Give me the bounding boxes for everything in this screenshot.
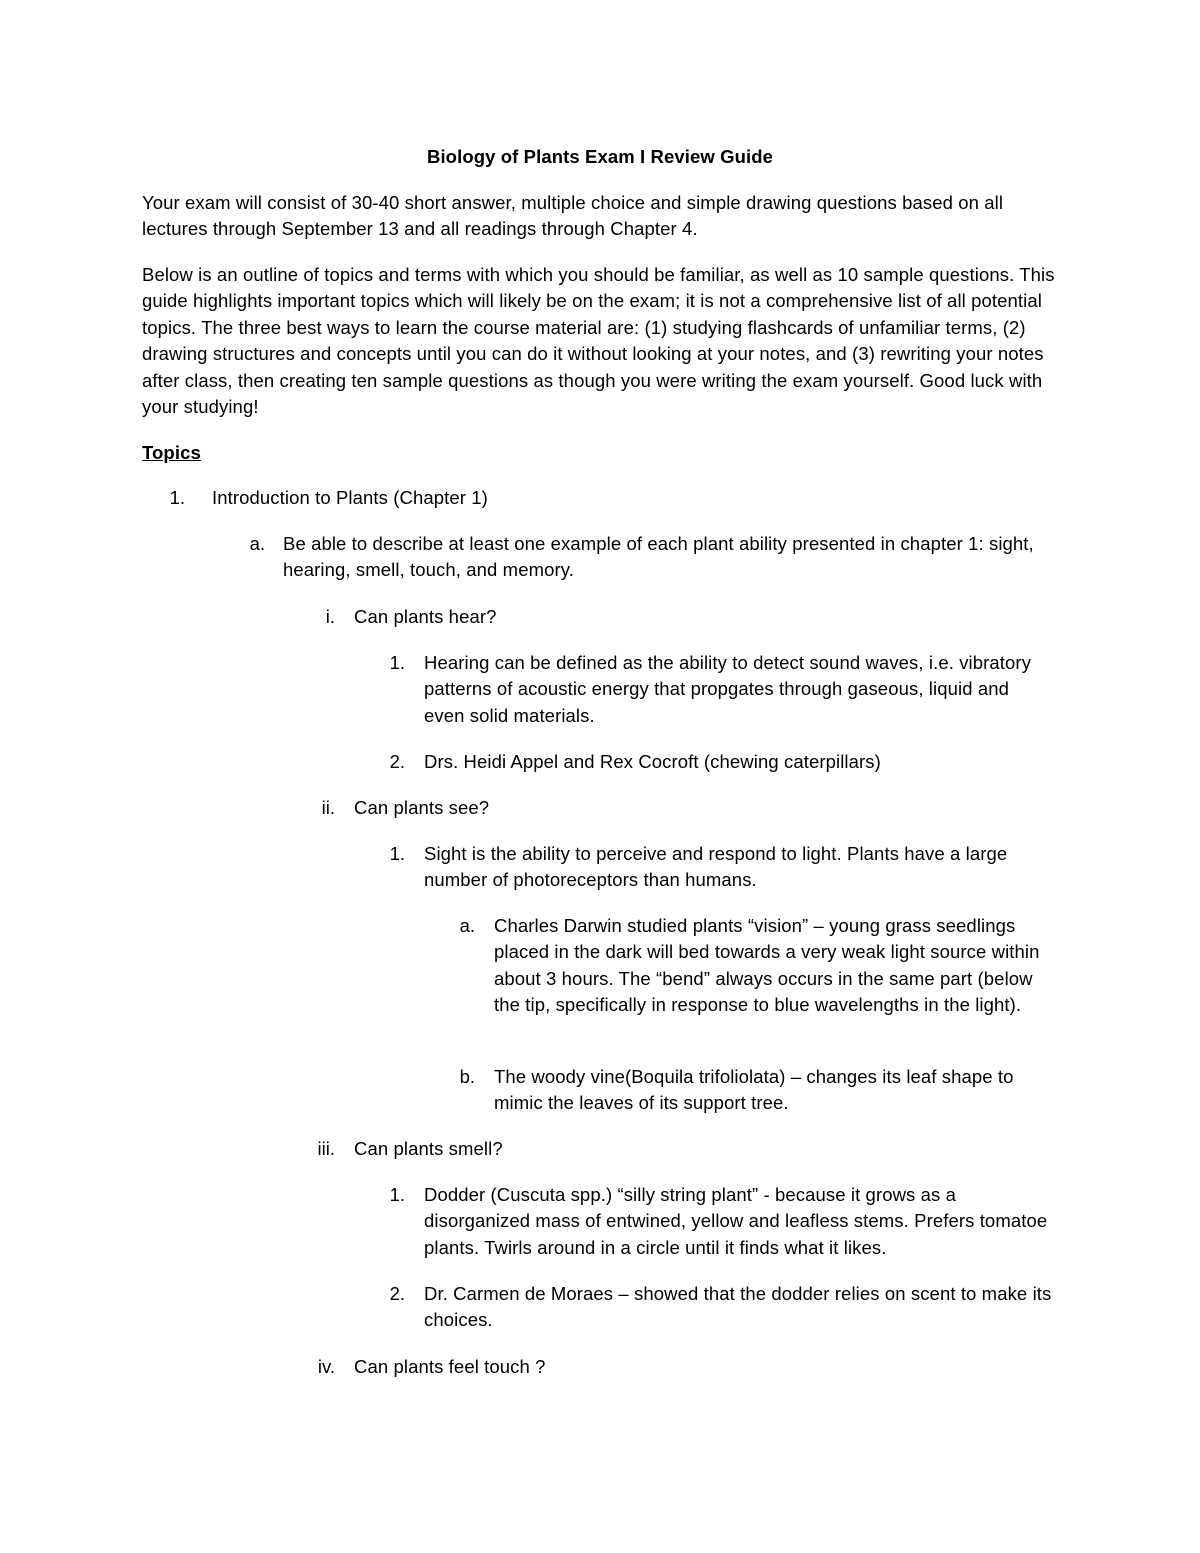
list-item: Can plants smell?: [354, 1138, 503, 1159]
list-item: Charles Darwin studied plants “vision” – young grass seedlings placed in the dark will bed towards a very weak light source within about 3 hours. The “bend” always occurs in the same part (below the tip, specifically in response to blue wavelengths in the light).: [494, 915, 1040, 1016]
list-marker: a.: [249, 533, 265, 554]
list-marker: iv.: [317, 1356, 335, 1377]
list-marker: 2.: [389, 1283, 405, 1304]
list-item: Introduction to Plants (Chapter 1): [212, 487, 488, 508]
intro-paragraph: Below is an outline of topics and terms with which you should be familiar, as well as 10 sample questions. This guide highlights important topics which will likely be on the exam; it is not a comprehensive list of all potential topics. The three best ways to learn the course material are: (1) studying flashcards of unfamiliar terms, (2) drawing structures and concepts until you can do it without looking at your notes, and (3) rewriting your notes after class, then creating ten sample questions as though you were writing the exam yourself. Good luck with your studying!: [142, 264, 1055, 418]
list-item: Drs. Heidi Appel and Rex Cocroft (chewing caterpillars): [424, 751, 881, 772]
list-marker: 1.: [169, 487, 185, 508]
document-title: Biology of Plants Exam I Review Guide: [426, 146, 774, 167]
list-marker: ii.: [321, 797, 335, 818]
list-item: Be able to describe at least one example of each plant ability presented in chapter 1: sight, hearing, smell, touch, and memory.: [283, 533, 1034, 581]
list-marker: b.: [459, 1066, 475, 1087]
list-marker: i.: [325, 606, 335, 627]
list-item: The woody vine(Boquila trifoliolata) – changes its leaf shape to mimic the leaves of its support tree.: [494, 1066, 1014, 1114]
list-item: Can plants see?: [354, 797, 490, 818]
list-item: Can plants feel touch ?: [354, 1356, 546, 1377]
list-item: Dr. Carmen de Moraes – showed that the dodder relies on scent to make its choices.: [424, 1283, 1052, 1331]
list-item: Sight is the ability to perceive and respond to light. Plants have a large number of photoreceptors than humans.: [424, 843, 1008, 891]
list-marker: 2.: [389, 751, 405, 772]
list-item: Hearing can be defined as the ability to detect sound waves, i.e. vibratory patterns of acoustic energy that propgates through gaseous, liquid and even solid materials.: [424, 652, 1032, 726]
list-marker: 1.: [389, 843, 405, 864]
list-item: Can plants hear?: [354, 606, 497, 627]
list-marker: a.: [459, 915, 475, 936]
list-marker: iii.: [317, 1138, 335, 1159]
list-item: Dodder (Cuscuta spp.) “silly string plant” - because it grows as a disorganized mass of entwined, yellow and leafless stems. Prefers tomatoe plants. Twirls around in a circle until it finds what it likes.: [424, 1184, 1048, 1258]
topics-heading: Topics: [142, 442, 201, 463]
list-marker: 1.: [389, 1184, 405, 1205]
intro-paragraph: Your exam will consist of 30-40 short answer, multiple choice and simple drawing questions based on all lectures through September 13 and all readings through Chapter 4.: [142, 192, 1004, 240]
list-marker: 1.: [389, 652, 405, 673]
